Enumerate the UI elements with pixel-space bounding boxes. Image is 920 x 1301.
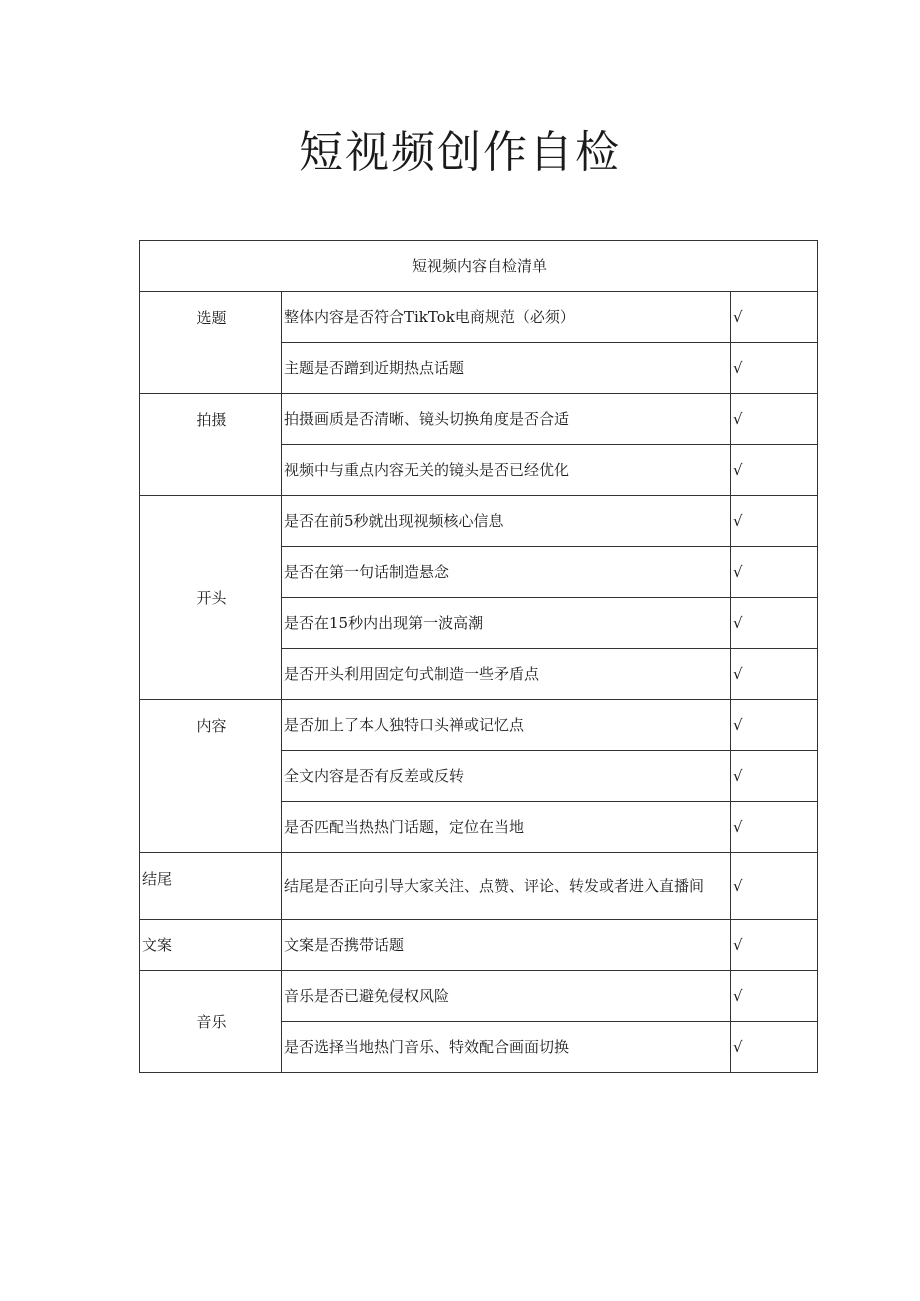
check-mark: √ <box>731 292 818 343</box>
table-row <box>140 292 818 343</box>
table-row <box>140 853 818 920</box>
table-row <box>140 971 818 1022</box>
item-cell: 整体内容是否符合TikTok电商规范（必须） <box>282 292 731 343</box>
category-cell: 开头 <box>140 496 282 700</box>
table-row <box>140 700 818 751</box>
item-cell: 是否在第一句话制造悬念 <box>282 547 731 598</box>
table-row <box>140 496 818 547</box>
category-cell: 音乐 <box>140 971 282 1073</box>
check-mark: √ <box>731 445 818 496</box>
check-mark: √ <box>731 853 818 920</box>
check-mark: √ <box>731 598 818 649</box>
category-cell: 内容 <box>140 700 282 853</box>
item-cell: 是否在前5秒就出现视频核心信息 <box>282 496 731 547</box>
item-cell: 全文内容是否有反差或反转 <box>282 751 731 802</box>
table-header-row <box>140 241 818 292</box>
table-row <box>140 920 818 971</box>
check-mark: √ <box>731 971 818 1022</box>
item-cell: 拍摄画质是否清晰、镜头切换角度是否合适 <box>282 394 731 445</box>
check-mark: √ <box>731 920 818 971</box>
check-mark: √ <box>731 802 818 853</box>
category-cell: 拍摄 <box>140 394 282 496</box>
check-mark: √ <box>731 496 818 547</box>
table-header: 短视频内容自检清单 <box>140 241 818 292</box>
check-mark: √ <box>731 700 818 751</box>
item-cell: 是否加上了本人独特口头禅或记忆点 <box>282 700 731 751</box>
check-mark: √ <box>731 1022 818 1073</box>
item-cell: 视频中与重点内容无关的镜头是否已经优化 <box>282 445 731 496</box>
check-mark: √ <box>731 649 818 700</box>
check-mark: √ <box>731 751 818 802</box>
item-cell: 是否在15秒内出现第一波高潮 <box>282 598 731 649</box>
item-cell: 主题是否蹭到近期热点话题 <box>282 343 731 394</box>
category-cell: 选题 <box>140 292 282 394</box>
checklist-table <box>139 240 818 1073</box>
item-cell: 文案是否携带话题 <box>282 920 731 971</box>
check-mark: √ <box>731 394 818 445</box>
item-cell: 是否匹配当热热门话题，定位在当地 <box>282 802 731 853</box>
item-cell: 音乐是否已避免侵权风险 <box>282 971 731 1022</box>
check-mark: √ <box>731 343 818 394</box>
table-row <box>140 394 818 445</box>
category-cell: 结尾 <box>140 853 282 920</box>
document-title: 短视频创作自检 <box>299 127 621 178</box>
item-cell: 结尾是否正向引导大家关注、点赞、评论、转发或者进入直播间 <box>282 853 731 920</box>
item-cell: 是否选择当地热门音乐、特效配合画面切换 <box>282 1022 731 1073</box>
item-cell: 是否开头利用固定句式制造一些矛盾点 <box>282 649 731 700</box>
category-cell: 文案 <box>140 920 282 971</box>
check-mark: √ <box>731 547 818 598</box>
